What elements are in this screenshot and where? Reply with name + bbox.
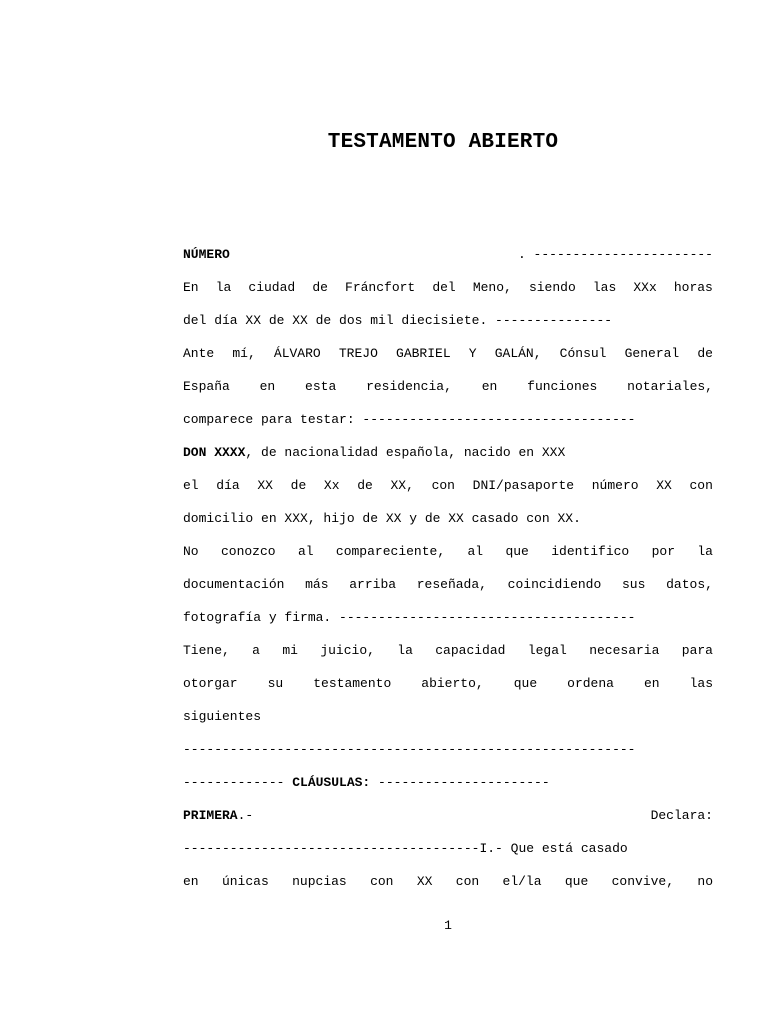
body-line [183,277,713,310]
primera-label: PRIMERA [183,808,238,823]
primera-line [183,805,713,838]
word: datos, [666,577,713,592]
word: Fráncfort [345,280,416,295]
primera-suffix: .- [237,808,254,823]
declara-text: Declara: [650,808,713,823]
word: al [467,544,484,559]
word: por [651,544,675,559]
word: XX, [390,478,414,493]
word: XX [257,478,273,493]
word: ordena [567,676,614,691]
word: otorgar [183,676,238,691]
word: en [259,379,276,394]
body-line: domicilio en XXX, hijo de XX y de XX casado con XX. [183,511,581,526]
word: mí, [232,346,256,361]
word: con [455,874,480,889]
word: compareciente, [335,544,446,559]
primera-heading [183,805,253,838]
clausulas-label: CLÁUSULAS: [292,775,371,790]
word: residencia, [366,379,452,394]
word: no [697,874,713,889]
word: siendo [528,280,576,295]
word: Xx [323,478,340,493]
word: reseñada, [416,577,487,592]
separator-line: ---------------------------------------------------------- [183,742,636,757]
word: ÁLVARO [273,346,321,361]
word: GALÁN, [494,346,542,361]
word: funciones [527,379,598,394]
word: la [397,643,413,658]
word: arriba [349,577,397,592]
word: ciudad [248,280,296,295]
word: la [697,544,713,559]
body-line [183,673,713,706]
word: Meno, [472,280,512,295]
compareciente-name: DON XXXX [183,445,246,460]
clausulas-dashes-right: ---------------------- [370,775,550,790]
word: legal [527,643,567,658]
word: convive, [611,874,675,889]
body-line: fotografía y firma. -------------------------------------- [183,610,636,625]
word: al [297,544,314,559]
word: juicio, [320,643,375,658]
word: documentación [183,577,285,592]
word: Cónsul [559,346,607,361]
body-line [183,871,713,904]
numero-rest: . ----------------------- [517,247,713,262]
word: la [215,280,232,295]
word: de [290,478,307,493]
page-number: 1 [444,918,452,933]
word: Y [468,346,477,361]
word: de [312,280,328,295]
word: en [643,676,660,691]
document-title: TESTAMENTO ABIERTO [327,131,559,154]
body-line: comparece para testar: ----------------------------------- [183,412,636,427]
body-line: siguientes [183,709,262,724]
word: nupcias [292,874,347,889]
word: En [183,280,199,295]
word: DNI/pasaporte [472,478,575,493]
word: capacidad [435,643,506,658]
word: únicas [221,874,269,889]
word: XXx [633,280,657,295]
word: GABRIEL [396,346,451,361]
word: con [689,478,713,493]
word: que [505,544,529,559]
body-line [183,376,713,409]
word: las [689,676,713,691]
word: No [183,544,199,559]
word: General [624,346,680,361]
word: las [592,280,617,295]
word: número [591,478,639,493]
body-line: --------------------------------------I.- Que está casado [183,841,628,856]
word: notariales, [627,379,713,394]
word: coincidiendo [507,577,602,592]
word: XX [656,478,672,493]
word: identifico [551,544,630,559]
word: esta [305,379,337,394]
word: Ante [183,346,215,361]
body-line [183,574,713,607]
compareciente-line [183,442,713,475]
word: testamento [313,676,392,691]
word: conozco [220,544,276,559]
compareciente-details: , de nacionalidad española, nacido en XXX [245,445,566,460]
word: necesaria [589,643,660,658]
word: sus [622,577,646,592]
body-line [183,343,713,376]
word: para [681,643,713,658]
word: día [216,478,240,493]
word: de [697,346,713,361]
word: mi [282,643,298,658]
body-line [183,640,713,673]
word: horas [673,280,713,295]
word: con [370,874,394,889]
word: en [481,379,498,394]
word: del [432,280,456,295]
word: TREJO [338,346,378,361]
word: su [267,676,284,691]
word: con [431,478,455,493]
word: a [252,643,260,658]
document-body [183,244,713,904]
word: de [357,478,373,493]
word: XX [416,874,433,889]
body-line [183,541,713,574]
clausulas-heading [183,772,713,805]
word: abierto, [421,676,484,691]
word: en [183,874,199,889]
body-line [183,475,713,508]
word: el [183,478,199,493]
word: más [305,577,329,592]
clausulas-dashes-left: ------------- [183,775,293,790]
numero-label: NÚMERO [183,247,230,262]
numero-line [183,244,713,277]
word: Tiene, [183,643,230,658]
word: España [183,379,230,394]
word: que [513,676,538,691]
body-line: del día XX de XX de dos mil diecisiete. --------------- [183,313,613,328]
word: el/la [502,874,542,889]
word: que [564,874,589,889]
